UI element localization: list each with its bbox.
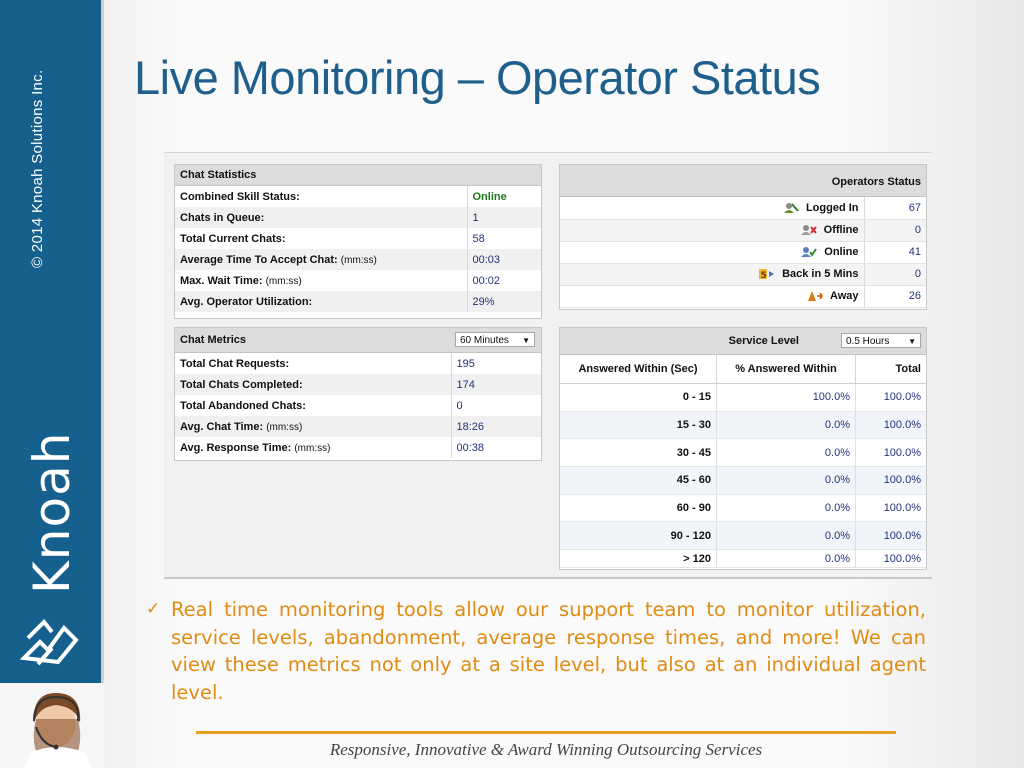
- column-header: Answered Within (Sec): [560, 355, 717, 384]
- operators-status-title: Operators Status: [560, 165, 926, 197]
- table-row: [560, 550, 926, 568]
- pct-cell: 0.0%: [717, 411, 856, 439]
- service-level-title: Service Level: [728, 335, 799, 347]
- chat-statistics-panel: [174, 164, 542, 319]
- row-label: Total Abandoned Chats:: [180, 399, 306, 412]
- table-row: [175, 291, 541, 312]
- copyright-text: © 2014 Knoah Solutions Inc.: [29, 69, 46, 268]
- chat-metrics-panel: [174, 327, 542, 461]
- row-value: 174: [451, 374, 541, 395]
- total-cell: 100.0%: [856, 439, 927, 467]
- logo-wordmark: Knoah: [23, 431, 81, 594]
- operators-status-panel: [559, 164, 927, 310]
- table-row: [560, 494, 926, 522]
- table-row: [175, 228, 541, 249]
- offline-icon: [801, 224, 817, 236]
- operator-status-label: Back in 5 Mins: [782, 267, 859, 280]
- service-level-table: [560, 355, 926, 568]
- row-value: 00:02: [472, 274, 501, 287]
- row-unit: (mm:ss): [266, 421, 303, 433]
- table-row: [175, 395, 541, 416]
- chat-metrics-title: Chat Metrics: [180, 334, 247, 346]
- table-row: [560, 522, 926, 550]
- table-row: [175, 249, 541, 270]
- table-row: [560, 263, 926, 285]
- operator-status-label: Away: [829, 289, 859, 302]
- row-value: 195: [456, 357, 475, 370]
- total-cell: 100.0%: [856, 467, 927, 495]
- operator-status-label: Online: [824, 245, 859, 258]
- table-row: [175, 437, 541, 458]
- pct-cell: 0.0%: [717, 439, 856, 467]
- footer-tagline: Responsive, Innovative & Award Winning Outsourcing Services: [329, 740, 763, 759]
- range-cell: 15 - 30: [560, 411, 717, 439]
- brand-sidebar: [0, 0, 101, 683]
- range-cell: > 120: [560, 550, 717, 568]
- row-value: 1: [467, 207, 541, 228]
- row-value: 18:26: [451, 416, 541, 437]
- range-cell: 60 - 90: [560, 494, 717, 522]
- row-label: Avg. Response Time:: [180, 441, 292, 454]
- column-header: % Answered Within: [717, 355, 856, 384]
- total-cell: 100.0%: [856, 384, 927, 412]
- table-row: [560, 241, 926, 263]
- range-cell: 90 - 120: [560, 522, 717, 550]
- range-cell: 0 - 15: [560, 384, 717, 412]
- row-label: Max. Wait Time:: [180, 274, 263, 287]
- online-count: 41: [864, 241, 926, 263]
- pct-cell: 0.0%: [717, 522, 856, 550]
- table-row: [560, 384, 926, 412]
- table-row: [560, 439, 926, 467]
- back-in-5-count: 0: [864, 263, 926, 285]
- footer-divider: [196, 731, 896, 734]
- back-in-5-icon: [759, 268, 775, 280]
- table-row: [175, 353, 541, 374]
- row-label: Avg. Chat Time:: [180, 420, 264, 433]
- chat-metrics-table: [175, 353, 541, 458]
- offline-count: 0: [864, 219, 926, 241]
- range-cell: 30 - 45: [560, 439, 717, 467]
- row-value: 58: [472, 232, 485, 245]
- chat-metrics-period-dropdown[interactable]: [455, 332, 535, 347]
- operator-status-label: Logged In: [805, 201, 859, 214]
- bullet-text: Real time monitoring tools allow our support team to monitor utilization, service levels, abandonment, average response times, and more! We can view these metrics not only at a site level, but also at an individual agent level.: [171, 598, 926, 704]
- table-row: [560, 197, 926, 219]
- table-row: [560, 411, 926, 439]
- total-cell: 100.0%: [856, 494, 927, 522]
- logged-in-icon: [783, 202, 799, 214]
- total-cell: 100.0%: [856, 550, 927, 568]
- table-row: [175, 186, 541, 207]
- row-label: Total Current Chats:: [180, 232, 286, 245]
- table-row: [175, 207, 541, 228]
- table-row: [175, 374, 541, 395]
- slide-title: Live Monitoring – Operator Status: [134, 51, 821, 104]
- total-cell: 100.0%: [856, 411, 927, 439]
- operators-status-table: [560, 197, 926, 308]
- bullet-point: [146, 596, 926, 706]
- agent-photo: [0, 683, 104, 768]
- chat-statistics-title: Chat Statistics: [175, 165, 541, 186]
- service-level-period-dropdown[interactable]: [841, 333, 921, 348]
- dashboard-screenshot: [164, 152, 932, 579]
- row-value: 00:38: [456, 441, 485, 454]
- row-label: Total Chat Requests:: [180, 357, 290, 370]
- dropdown-value: 60 Minutes: [460, 335, 509, 346]
- svg-text:5: 5: [760, 271, 767, 281]
- row-unit: (mm:ss): [340, 254, 377, 266]
- knoah-logo-icon: [18, 598, 82, 670]
- pct-cell: 0.0%: [717, 550, 856, 568]
- row-unit: (mm:ss): [265, 275, 302, 287]
- logged-in-count: 67: [864, 197, 926, 219]
- service-level-panel: [559, 327, 927, 570]
- dropdown-value: 0.5 Hours: [846, 336, 890, 347]
- row-value: 00:03: [467, 249, 541, 270]
- table-row: [175, 270, 541, 291]
- pct-cell: 0.0%: [717, 467, 856, 495]
- dropdown-arrow-icon: ▼: [522, 336, 530, 345]
- column-header: Total: [856, 355, 927, 384]
- row-value: 0: [456, 399, 463, 412]
- combined-skill-status-value: Online: [472, 190, 507, 203]
- operator-status-label: Offline: [823, 223, 859, 236]
- sidebar-divider: [101, 0, 104, 683]
- range-cell: 45 - 60: [560, 467, 717, 495]
- row-label: Combined Skill Status:: [180, 190, 300, 203]
- row-label: Average Time To Accept Chat:: [180, 253, 338, 266]
- table-row: [560, 219, 926, 241]
- total-cell: 100.0%: [856, 522, 927, 550]
- row-label: Total Chats Completed:: [180, 378, 303, 391]
- row-unit: (mm:ss): [294, 442, 331, 454]
- table-row: [560, 285, 926, 307]
- row-value: 29%: [467, 291, 541, 312]
- row-label: Avg. Operator Utilization:: [180, 295, 313, 308]
- dropdown-arrow-icon: ▼: [908, 337, 916, 346]
- checkmark-icon: ✓: [146, 599, 161, 619]
- table-row: [560, 467, 926, 495]
- away-count: 26: [864, 285, 926, 307]
- away-icon: [807, 290, 823, 302]
- table-row: [175, 416, 541, 437]
- chat-statistics-table: [175, 186, 541, 312]
- table-header-row: [560, 355, 926, 384]
- row-label: Chats in Queue:: [180, 211, 265, 224]
- pct-cell: 0.0%: [717, 494, 856, 522]
- pct-cell: 100.0%: [717, 384, 856, 412]
- online-icon: [801, 246, 817, 258]
